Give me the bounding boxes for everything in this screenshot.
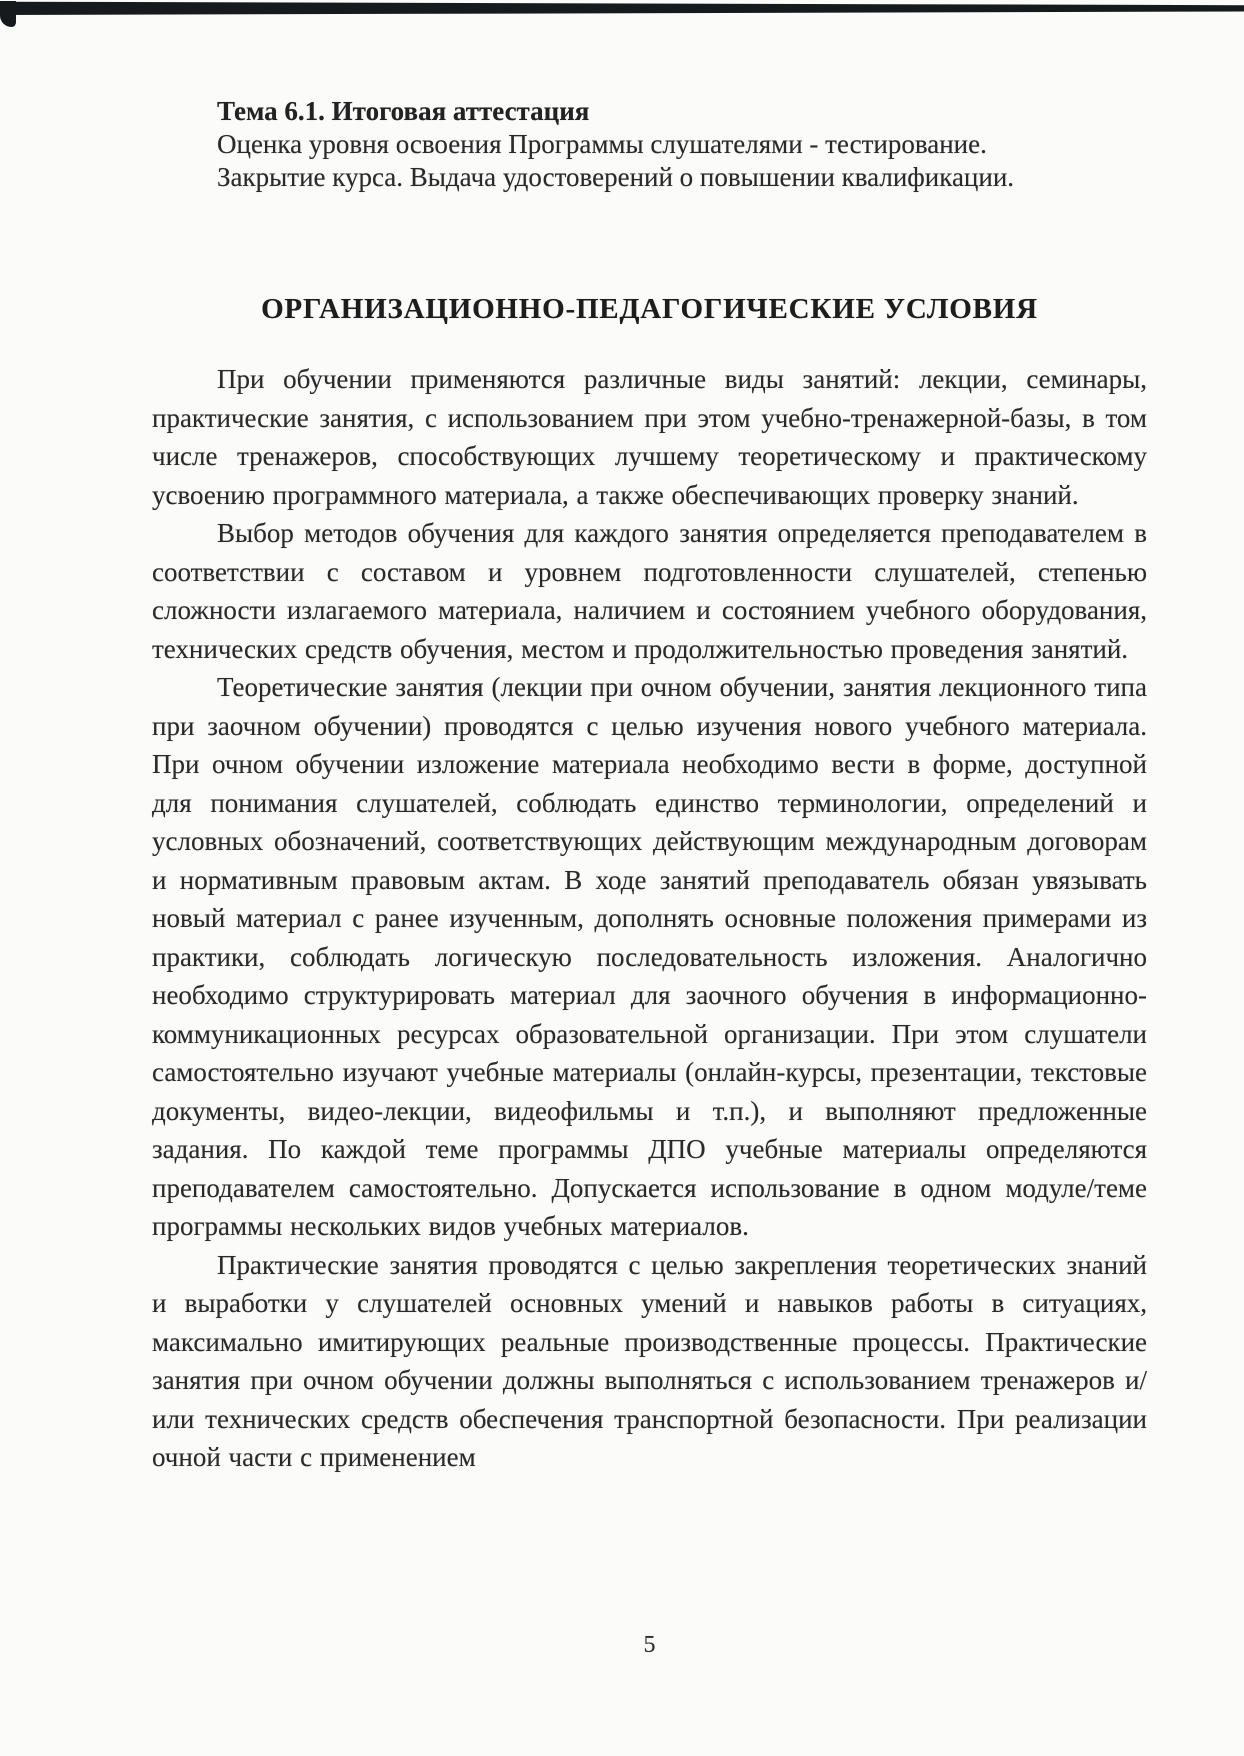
topic-line-1: Оценка уровня освоения Программы слушателями - тестирование.: [217, 129, 987, 159]
section-body: [152, 360, 1147, 1477]
body-paragraph-4: Практические занятия проводятся с целью закрепления теоретических знаний и выработки у слушателей основных умений и навыков работы в ситуациях, максимально имитирующих реальные производственные процессы. Практические занятия при очном обучении должны выполняться с использованием тренажеров и/или технических средств обеспечения транспортной безопасности. При реализации очной части с применением: [152, 1249, 1147, 1472]
topic-block: [217, 95, 1147, 194]
page-number: 5: [643, 1632, 656, 1658]
section-heading: ОРГАНИЗАЦИОННО-ПЕДАГОГИЧЕСКИЕ УСЛОВИЯ: [261, 293, 1038, 325]
body-paragraph-1: При обучении применяются различные виды занятий: лекции, семинары, практические занятия, с использованием при этом учебно-тренажерной-базы, в том числе тренажеров, способствующих лучшему теоретическому и практическому усвоению программного материала, а также обеспечивающих проверку знаний.: [152, 364, 1147, 510]
body-paragraph-2: Выбор методов обучения для каждого занятия определяется преподавателем в соответствии с составом и уровнем подготовленности слушателей, степенью сложности излагаемого материала, наличием и состоянием учебного оборудования, технических средств обучения, местом и продолжительностью проведения занятий.: [152, 518, 1147, 664]
topic-line-2: Закрытие курса. Выдача удостоверений о повышении квалификации.: [217, 162, 1015, 192]
scan-artifact-corner-mark: [0, 1, 16, 27]
document-body: [152, 0, 1147, 1477]
body-paragraph-3: Теоретические занятия (лекции при очном обучении, занятия лекционного типа при заочном обучении) проводятся с целью изучения нового учебного материала. При очном обучении изложение материала необходимо вести в форме, доступной для понимания слушателей, соблюдать единство терминологии, определений и условных обозначений, соответствующих действующим международным договорам и нормативным правовым актам. В ходе занятий преподаватель обязан увязывать новый материал с ранее изученным, дополнять основные положения примерами из практики, соблюдать логическую последовательность изложения. Аналогично необходимо структурировать материал для заочного обучения в информационно-коммуникационных ресурсах образовательной организации. При этом слушатели самостоятельно изучают учебные материалы (онлайн-курсы, презентации, текстовые документы, видео-лекции, видеофильмы и т.п.), и выполняют предложенные задания. По каждой теме программы ДПО учебные материалы определяются преподавателем самостоятельно. Допускается использование в одном модуле/теме программы нескольких видов учебных материалов.: [152, 672, 1147, 1241]
topic-title: Тема 6.1. Итоговая аттестация: [217, 96, 590, 126]
